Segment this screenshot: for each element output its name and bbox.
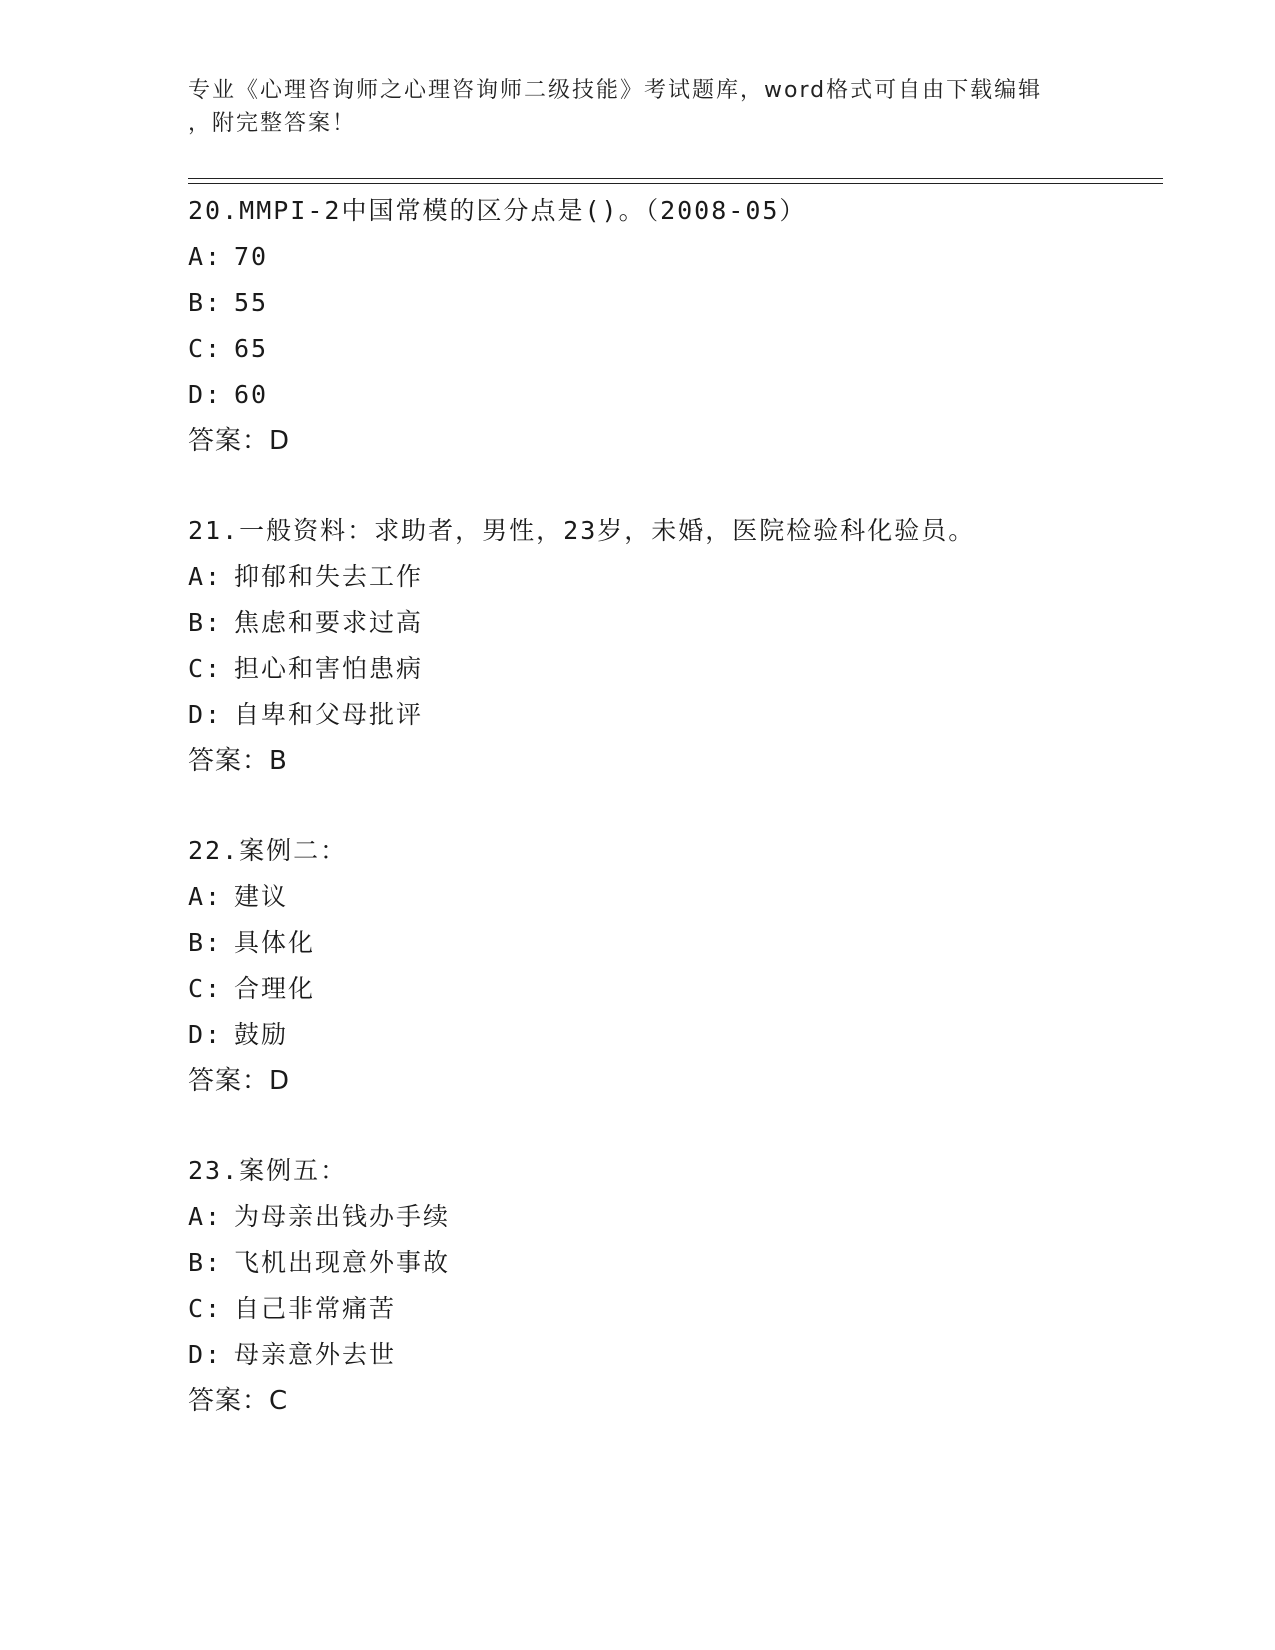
option-label: B: xyxy=(188,608,223,637)
option-b xyxy=(188,1240,1168,1286)
option-label: D: xyxy=(188,1340,223,1369)
option-label: B: xyxy=(188,1248,223,1277)
question-title: 22.案例二： xyxy=(188,836,348,865)
option-c xyxy=(188,646,1168,692)
option-d xyxy=(188,372,1168,418)
option-text: 担心和害怕患病 xyxy=(234,654,424,683)
option-label: A: xyxy=(188,1202,223,1231)
answer-line: 答案：C xyxy=(188,1386,289,1416)
option-label: D: xyxy=(188,380,223,409)
question-title: 21.一般资料：求助者，男性，23岁，未婚，医院检验科化验员。 xyxy=(188,516,976,545)
document-header xyxy=(188,74,1088,140)
option-label: A: xyxy=(188,882,223,911)
question-21 xyxy=(188,508,1168,784)
option-text: 焦虑和要求过高 xyxy=(234,608,424,637)
option-b xyxy=(188,920,1168,966)
option-label: D: xyxy=(188,1020,223,1049)
option-label: C: xyxy=(188,334,223,363)
question-20 xyxy=(188,188,1168,464)
option-label: B: xyxy=(188,288,223,317)
option-label: D: xyxy=(188,700,223,729)
option-d xyxy=(188,1012,1168,1058)
question-title: 20.MMPI-2中国常模的区分点是()。（2008-05） xyxy=(188,196,807,225)
option-c xyxy=(188,326,1168,372)
header-line-2: ，附完整答案！ xyxy=(188,111,357,136)
option-text: 飞机出现意外事故 xyxy=(234,1248,451,1277)
option-b xyxy=(188,280,1168,326)
option-text: 合理化 xyxy=(234,974,316,1003)
option-label: B: xyxy=(188,928,223,957)
option-c xyxy=(188,1286,1168,1332)
option-text: 65 xyxy=(234,334,269,363)
option-a xyxy=(188,874,1168,920)
option-text: 母亲意外去世 xyxy=(234,1340,397,1369)
answer-line: 答案：D xyxy=(188,1066,291,1096)
option-d xyxy=(188,1332,1168,1378)
header-divider-bottom xyxy=(188,183,1163,184)
answer-line: 答案：D xyxy=(188,426,291,456)
option-b xyxy=(188,600,1168,646)
option-label: C: xyxy=(188,1294,223,1323)
option-text: 建议 xyxy=(234,882,289,911)
header-line-1: 专业《心理咨询师之心理咨询师二级技能》考试题库，word格式可自由下载编辑 xyxy=(188,78,1043,103)
option-label: A: xyxy=(188,242,223,271)
answer-line: 答案：B xyxy=(188,746,288,776)
option-a xyxy=(188,234,1168,280)
option-text: 55 xyxy=(234,288,269,317)
option-text: 自己非常痛苦 xyxy=(234,1294,397,1323)
option-text: 为母亲出钱办手续 xyxy=(234,1202,451,1231)
option-label: C: xyxy=(188,974,223,1003)
option-label: A: xyxy=(188,562,223,591)
option-text: 60 xyxy=(234,380,269,409)
header-divider-top xyxy=(188,178,1163,179)
option-text: 具体化 xyxy=(234,928,316,957)
question-title: 23.案例五： xyxy=(188,1156,348,1185)
option-text: 抑郁和失去工作 xyxy=(234,562,424,591)
question-23 xyxy=(188,1148,1168,1424)
option-text: 自卑和父母批评 xyxy=(234,700,424,729)
option-d xyxy=(188,692,1168,738)
option-text: 70 xyxy=(234,242,269,271)
option-a xyxy=(188,1194,1168,1240)
option-a xyxy=(188,554,1168,600)
option-c xyxy=(188,966,1168,1012)
question-22 xyxy=(188,828,1168,1104)
option-label: C: xyxy=(188,654,223,683)
option-text: 鼓励 xyxy=(234,1020,289,1049)
